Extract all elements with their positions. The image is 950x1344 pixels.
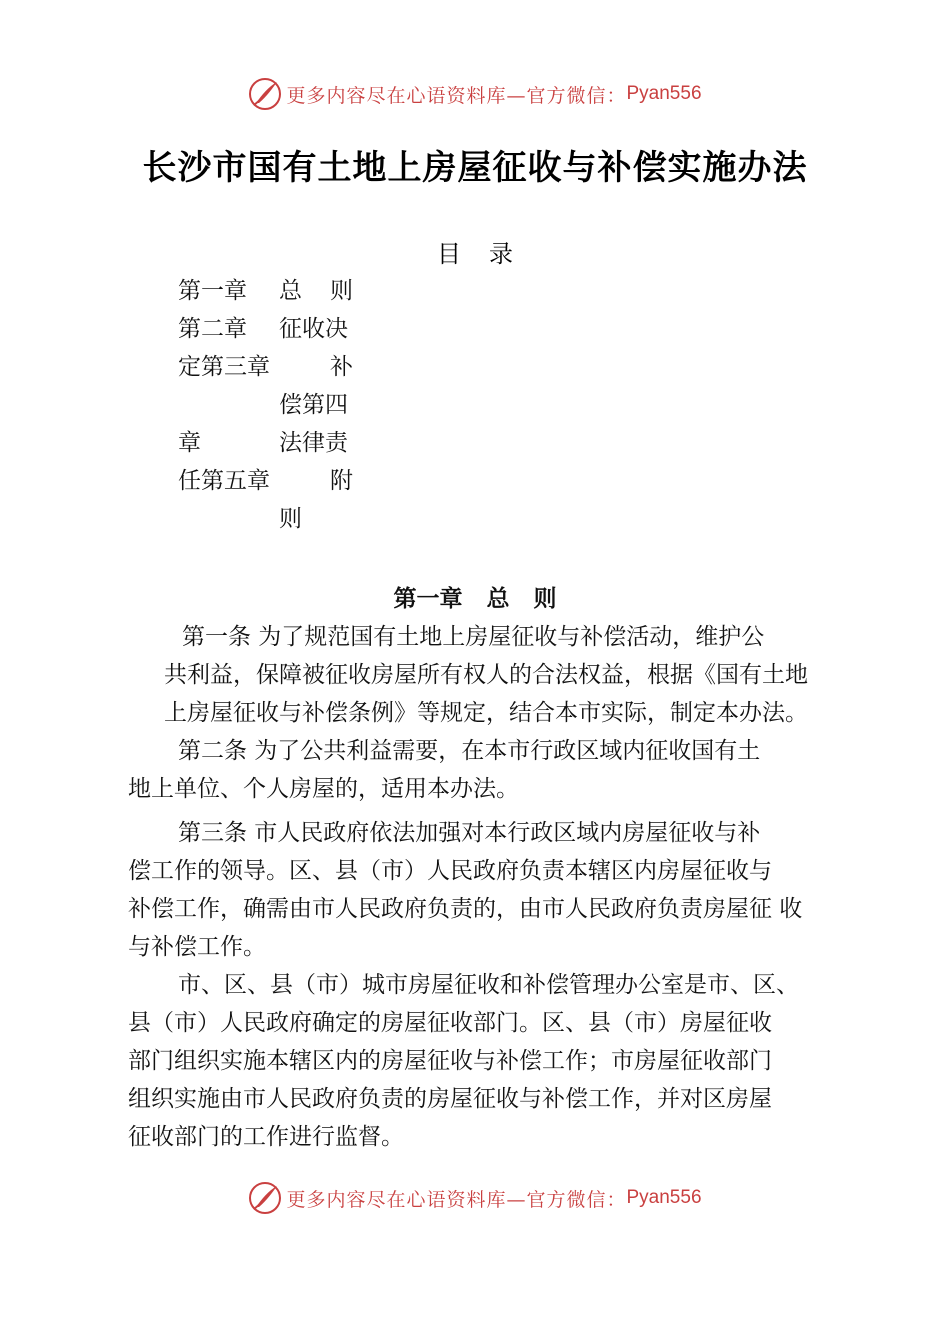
paragraph-line: 部门组织实施本辖区内的房屋征收与补偿工作；市房屋征收部门 (128, 1048, 772, 1074)
toc-row (178, 348, 358, 386)
toc-heading-part: 目 (437, 240, 461, 268)
paragraph-line: 第一条 为了规范国有土地上房屋征收与补偿活动，维护公 (182, 624, 765, 650)
toc-row (178, 500, 358, 538)
watermark-text: 更多内容尽在心语资料库—官方微信： (286, 1188, 627, 1211)
toc-item: 附 (330, 468, 353, 494)
document-title: 长沙市国有土地上房屋征收与补偿实施办法 (142, 148, 808, 188)
paragraph-line: 第二条 为了公共利益需要，在本市行政区域内征收国有土 (178, 738, 761, 764)
toc-item: 则 (279, 506, 302, 532)
toc-item: 征收决 (279, 316, 348, 342)
toc-item: 总 (279, 278, 302, 304)
toc-item: 法律责 (279, 430, 348, 456)
paragraph-line: 地上单位、个人房屋的，适用本办法。 (128, 776, 519, 802)
paragraph-line: 补偿工作，确需由市人民政府负责的，由市人民政府负责房屋征 收 (128, 896, 803, 922)
toc-item: 则 (330, 278, 353, 304)
table-of-contents (178, 272, 358, 538)
toc-row (178, 386, 358, 424)
paragraph-line: 第三条 市人民政府依法加强对本行政区域内房屋征收与补 (178, 820, 761, 846)
paragraph-line: 上房屋征收与补偿条例》等规定，结合本市实际，制定本办法。 (164, 700, 808, 726)
toc-heading (0, 234, 950, 269)
toc-heading-part: 录 (489, 240, 513, 268)
toc-item: 第一章 (178, 278, 247, 304)
paragraph-line: 偿工作的领导。区、县（市）人民政府负责本辖区内房屋征收与 (128, 858, 772, 884)
watermark-id: Pyan556 (626, 1187, 702, 1208)
paragraph-line: 征收部门的工作进行监督。 (128, 1124, 404, 1150)
toc-item: 任第五章 (178, 468, 270, 494)
toc-row (178, 462, 358, 500)
article-1-paragraph (164, 618, 808, 732)
toc-item: 补 (330, 354, 353, 380)
chapter-heading (0, 580, 950, 613)
toc-item: 定第三章 (178, 354, 270, 380)
toc-row (178, 424, 358, 462)
paragraph-line: 县（市）人民政府确定的房屋征收部门。区、县（市）房屋征收 (128, 1010, 772, 1036)
article-3-paragraph (128, 814, 802, 966)
chapter-heading-part: 总 (486, 585, 510, 612)
watermark-text: 更多内容尽在心语资料库—官方微信： (286, 84, 627, 107)
toc-item: 偿第四 (279, 392, 348, 418)
paragraph-line: 市、区、县（市）城市房屋征收和补偿管理办公室是市、区、 (178, 972, 799, 998)
article-2-paragraph (128, 732, 760, 808)
watermark-banner-bottom (0, 1176, 950, 1220)
toc-item: 章 (178, 430, 201, 456)
quill-logo-icon (248, 1181, 282, 1215)
toc-row (178, 310, 358, 348)
paragraph-line: 共利益，保障被征收房屋所有权人的合法权益，根据《国有土地 (164, 662, 808, 688)
article-3-continued-paragraph (128, 966, 799, 1156)
quill-logo-icon (248, 77, 282, 111)
toc-row (178, 272, 358, 310)
toc-item: 第二章 (178, 316, 247, 342)
paragraph-line: 与补偿工作。 (128, 934, 266, 960)
chapter-heading-part: 则 (533, 585, 557, 612)
chapter-heading-part: 第一章 (393, 585, 463, 612)
watermark-banner-top (0, 72, 950, 116)
watermark-id: Pyan556 (626, 83, 702, 104)
paragraph-line: 组织实施由市人民政府负责的房屋征收与补偿工作，并对区房屋 (128, 1086, 772, 1112)
